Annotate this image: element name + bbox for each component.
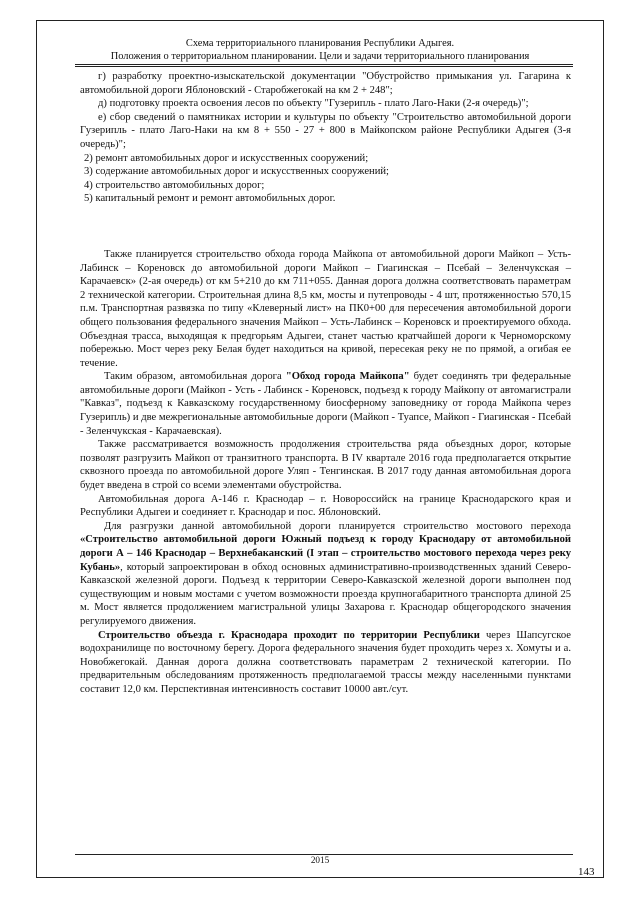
header-title: Схема территориального планирования Республики Адыгея.: [185, 38, 455, 49]
project-name-highlight: «Строительство автомобильной дороги Южный подъезд к городу Краснодару от автомобильной дороги А – 146 Краснодар – Верхнебаканский (I этап – строительство мостового перехода через реку Кубань»: [80, 534, 571, 573]
document-body: [80, 70, 571, 697]
list-item: 5) капитальный ремонт и ремонт автомобильных дорог.: [84, 193, 336, 205]
header-subtitle: Положения о территориальном планировании. Цели и задачи территориального планирования: [110, 50, 530, 62]
paragraph-bypass-maykop: Также планируется строительство обхода города Майкопа от автомобильной дороги Майкоп – Усть-Лабинск – Кореновск до автомобильной дороги Майкоп – Гиагинская – Псебай – Зеленчукская – Карачаевск» (2-ая очередь) от км 5+210 до км 711+055. Данная дорога должна соответствовать параметрам 2 технической категории. Строительная длина 8,5 км, мосты и путепроводы - 4 шт, протяженностью 570,15 п.м. Транспортная развязка по типу «Клеверный лист» на ПК0+00 для пересечения автомобильной дороги общего пользования федерального значения Майкоп – Усть-Лабинск – Кореновск и проектируемого обхода. Объездная трасса, выходящая к предгорьям Адыгеи, станет частью кратчайшей дороги к Черноморскому побережью. Мост через реку Белая будет находиться на кривой, пересекая реку не по прямой, а огибая ее течение.: [80, 248, 571, 369]
paragraph-bypass-summary: Таким образом, автомобильная дорога "Обход города Майкопа" будет соединять три федеральные автомобильные дороги (Майкоп - Усть - Лабинск - Кореновск, подъезд к городу Майкопу от автомагистрали "Кавказ", подъезд к Кавказскому государственному биосферному заповеднику от города Майкопа через Гузерипль) и две межрегиональные автомобильные дороги (Майкоп - Туапсе, Майкоп - Гиагинская - Псебай - Зеленчукская - Карачаевская).: [80, 371, 571, 437]
list-item: г) разработку проектно-изыскательской документации "Обустройство примыкания ул. Гагарина к автомобильной дороги Яблоновский - Старобжегокай на км 2 + 248";: [80, 71, 571, 96]
page-number: 143: [578, 866, 595, 878]
list-item: е) сбор сведений о памятниках истории и культуры по объекту "Строительство автомобильной дороги Гузерипль - плато Лаго-Наки на км 8 + 550 - 27 + 800 в Майкопском районе Республики Адыгея (3-я очередь)";: [80, 111, 571, 150]
paragraph-further-roads: Также рассматривается возможность продолжения строительства ряда объездных дорог, которые позволят разгрузить Майкоп от транзитного транспорта. В IV квартале 2016 года предполагается открытие сквозного проезда по автомобильной дороге Уляп - Тенгинская. В 2017 году данная автомобильная дорога будет введена в строй со всеми элементами обустройства.: [80, 439, 571, 492]
footer-year: 2015: [310, 855, 330, 865]
paragraph-road-a146: Автомобильная дорога А-146 г. Краснодар – г. Новороссийск на границе Краснодарского края и Республики Адыгеи и соединяет г. Краснодар и пос. Яблоновский.: [80, 493, 571, 519]
section-gap: [80, 206, 571, 248]
list-item: 2) ремонт автомобильных дорог и искусственных сооружений;: [84, 152, 369, 164]
page-header: [36, 38, 604, 63]
list-item: 4) строительство автомобильных дорог;: [84, 179, 265, 191]
road-name-highlight: "Обход города Майкопа": [285, 371, 410, 383]
paragraph-krasnodar-bypass: Строительство объезда г. Краснодара проходит по территории Республики через Шапсугское водохранилище по восточному берегу. Дорога федерального значения будет проходить через х. Хомуты и а. Новобжегокай. Данная дорога должна соответствовать параметрам 2 технической категории. По предварительным обследованиям протяженность предполагаемой трассы между населенными пунктами составит 12,0 км. Перспективная интенсивность составит 10000 авт./сут.: [80, 629, 571, 695]
paragraph-lead-highlight: Строительство объезда г. Краснодара проходит по территории Республики: [98, 629, 480, 641]
list-item: 3) содержание автомобильных дорог и искусственных сооружений;: [84, 166, 389, 178]
paragraph-bridge-crossing: Для разгрузки данной автомобильной дороги планируется строительство мостового перехода «Строительство автомобильной дороги Южный подъезд к городу Краснодару от автомобильной дороги А – 146 Краснодар – Верхнебаканский (I этап – строительство мостового перехода через реку Кубань», который запроектирован в обход основных административно-производственных зданий Северо-Кавказской железной дороги. Подъезд к территории Северо-Кавказской железной дороги выполнен под существующим и новым мостами с учетом возможности проезда крупногабаритного транспорта длиной 25 м. Мост является продолжением магистральной улицы Захарова г. Краснодар общегородского значения регулируемого движения.: [80, 520, 571, 627]
list-item: д) подготовку проекта освоения лесов по объекту "Гузерипль - плато Лаго-Наки (2-я очередь)";: [98, 98, 529, 110]
header-rule: [75, 64, 573, 65]
header-rule-double: [75, 66, 573, 67]
